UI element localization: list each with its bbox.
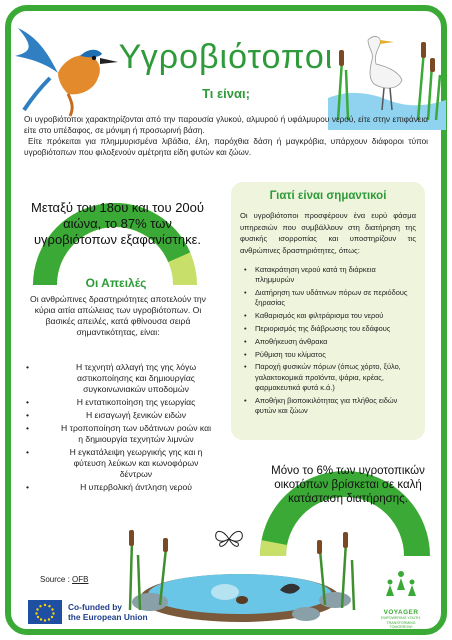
- loss-statistic: Μεταξύ του 18ου και του 20ού αιώνα, το 87% των υγροβιότοπων εξαφανίστηκε.: [30, 200, 204, 247]
- threat-item: • Η εντατικοποίηση της γεωργίας: [24, 397, 214, 408]
- importance-item: • Παροχή φυσικών πόρων (όπως χόρτο, ξύλο, γαλακτοκομικά προϊόντα, ψάρια, κρέας, φαρμακευτικά φυτά κ.ά.): [240, 362, 416, 393]
- voyager-figures-icon: [383, 568, 419, 604]
- voyager-logo: [376, 568, 426, 630]
- section-subtitle: Τι είναι;: [202, 86, 250, 101]
- source-label: Source :: [40, 575, 73, 584]
- threat-item: • Η υπερβολική άντληση νερού: [24, 482, 214, 493]
- importance-item: • Διατήρηση των υδάτινων πόρων σε περιόδους ξηρασίας: [240, 288, 416, 309]
- threat-item: • Η τεχνητή αλλαγή της γης λόγω αστικοποίησης και δημιουργίας συγκοινωνιακών υποδομών: [24, 362, 214, 395]
- voyager-tagline-3: TOMORROW!: [389, 625, 413, 629]
- importance-item: • Περιορισμός της διάβρωσης του εδάφους: [240, 324, 416, 334]
- threat-item: • Η εγκατάλειψη γεωργικής γης και η φύτευση λεύκων και κωνοφόρων δέντρων: [24, 447, 214, 480]
- threats-intro: Οι ανθρώπινες δραστηριότητες αποτελούν την κύρια αιτία απώλειας των υγροβιότοπων. Οι βασικές απειλές, κατά φθίνουσα σειρά σημαντικότητας, είναι:: [30, 294, 206, 337]
- importance-item: • Κατακράτηση νερού κατά τη διάρκεια πλημμυρών: [240, 265, 416, 286]
- importance-intro: Οι υγροβιότοποι προσφέρουν ένα ευρύ φάσμα υπηρεσιών που συμβάλλουν στη διατήρηση της φυσικής ισορροπίας και υποστηρίζουν τις ανθρώπινες δραστηριότητες, όπως:: [240, 211, 416, 255]
- threat-item: • Η εισαγωγή ξενικών ειδών: [24, 410, 214, 421]
- eu-flag-icon: [28, 600, 62, 624]
- importance-heading: Γιατί είναι σημαντικοί: [269, 190, 387, 202]
- eu-funding-text: [68, 602, 148, 622]
- threats-list: [24, 362, 214, 495]
- voyager-tagline-2: TRANSFORMING: [386, 620, 416, 625]
- page-title: Υγροβιότοποι: [118, 38, 334, 76]
- eu-line-1: Co-funded by: [68, 602, 122, 612]
- eu-funding-logo: [28, 600, 168, 628]
- importance-list: [240, 265, 416, 419]
- importance-item: • Αποθήκη βιοποικιλότητας για πλήθος ειδών φυτών και ζώων: [240, 396, 416, 417]
- source-credit: [40, 575, 88, 584]
- eu-line-2: the European Union: [68, 612, 148, 622]
- threat-item: • Η τροποποίηση των υδάτινων ροών και η δημιουργία τεχνητών λιμνών: [24, 423, 214, 445]
- conservation-statistic: Μόνο το 6% των υγροτοπικών οικοτόπων βρίσκεται σε καλή κατάσταση διατήρησης.: [271, 465, 425, 505]
- importance-item: • Αποθήκευση άνθρακα: [240, 337, 416, 347]
- eu-stars-icon: [28, 600, 62, 624]
- importance-item: • Καθαρισμός και φιλτράρισμα του νερού: [240, 311, 416, 321]
- butterfly-icon: [214, 528, 244, 550]
- importance-item: • Ρύθμιση του κλίματος: [240, 350, 416, 360]
- intro-paragraph-2: Είτε πρόκειται για πλημμυρισμένα λιβάδια, έλη, παρόχθια δάση ή μαγκρόβια, υπάρχουν διάφοροι τύποι υγροβιότοπων που φιλοξενούν αμέτρητα είδη φυτών και ζώων.: [24, 137, 428, 157]
- source-link[interactable]: OFB: [72, 575, 89, 584]
- intro-text: [24, 114, 428, 158]
- voyager-name: VOYAGER: [383, 609, 419, 616]
- voyager-tagline-1: EMPOWERING YOUTH,: [381, 616, 421, 620]
- intro-paragraph-1: Οι υγροβιότοποι χαρακτηρίζονται από την παρουσία γλυκού, αλμυρού ή υφάλμυρου νερού, είτε στην επιφάνεια είτε στο υπέδαφος, σε μόνιμη ή προσωρινή βάση.: [24, 115, 428, 135]
- threats-heading: Οι Απειλές: [85, 276, 147, 290]
